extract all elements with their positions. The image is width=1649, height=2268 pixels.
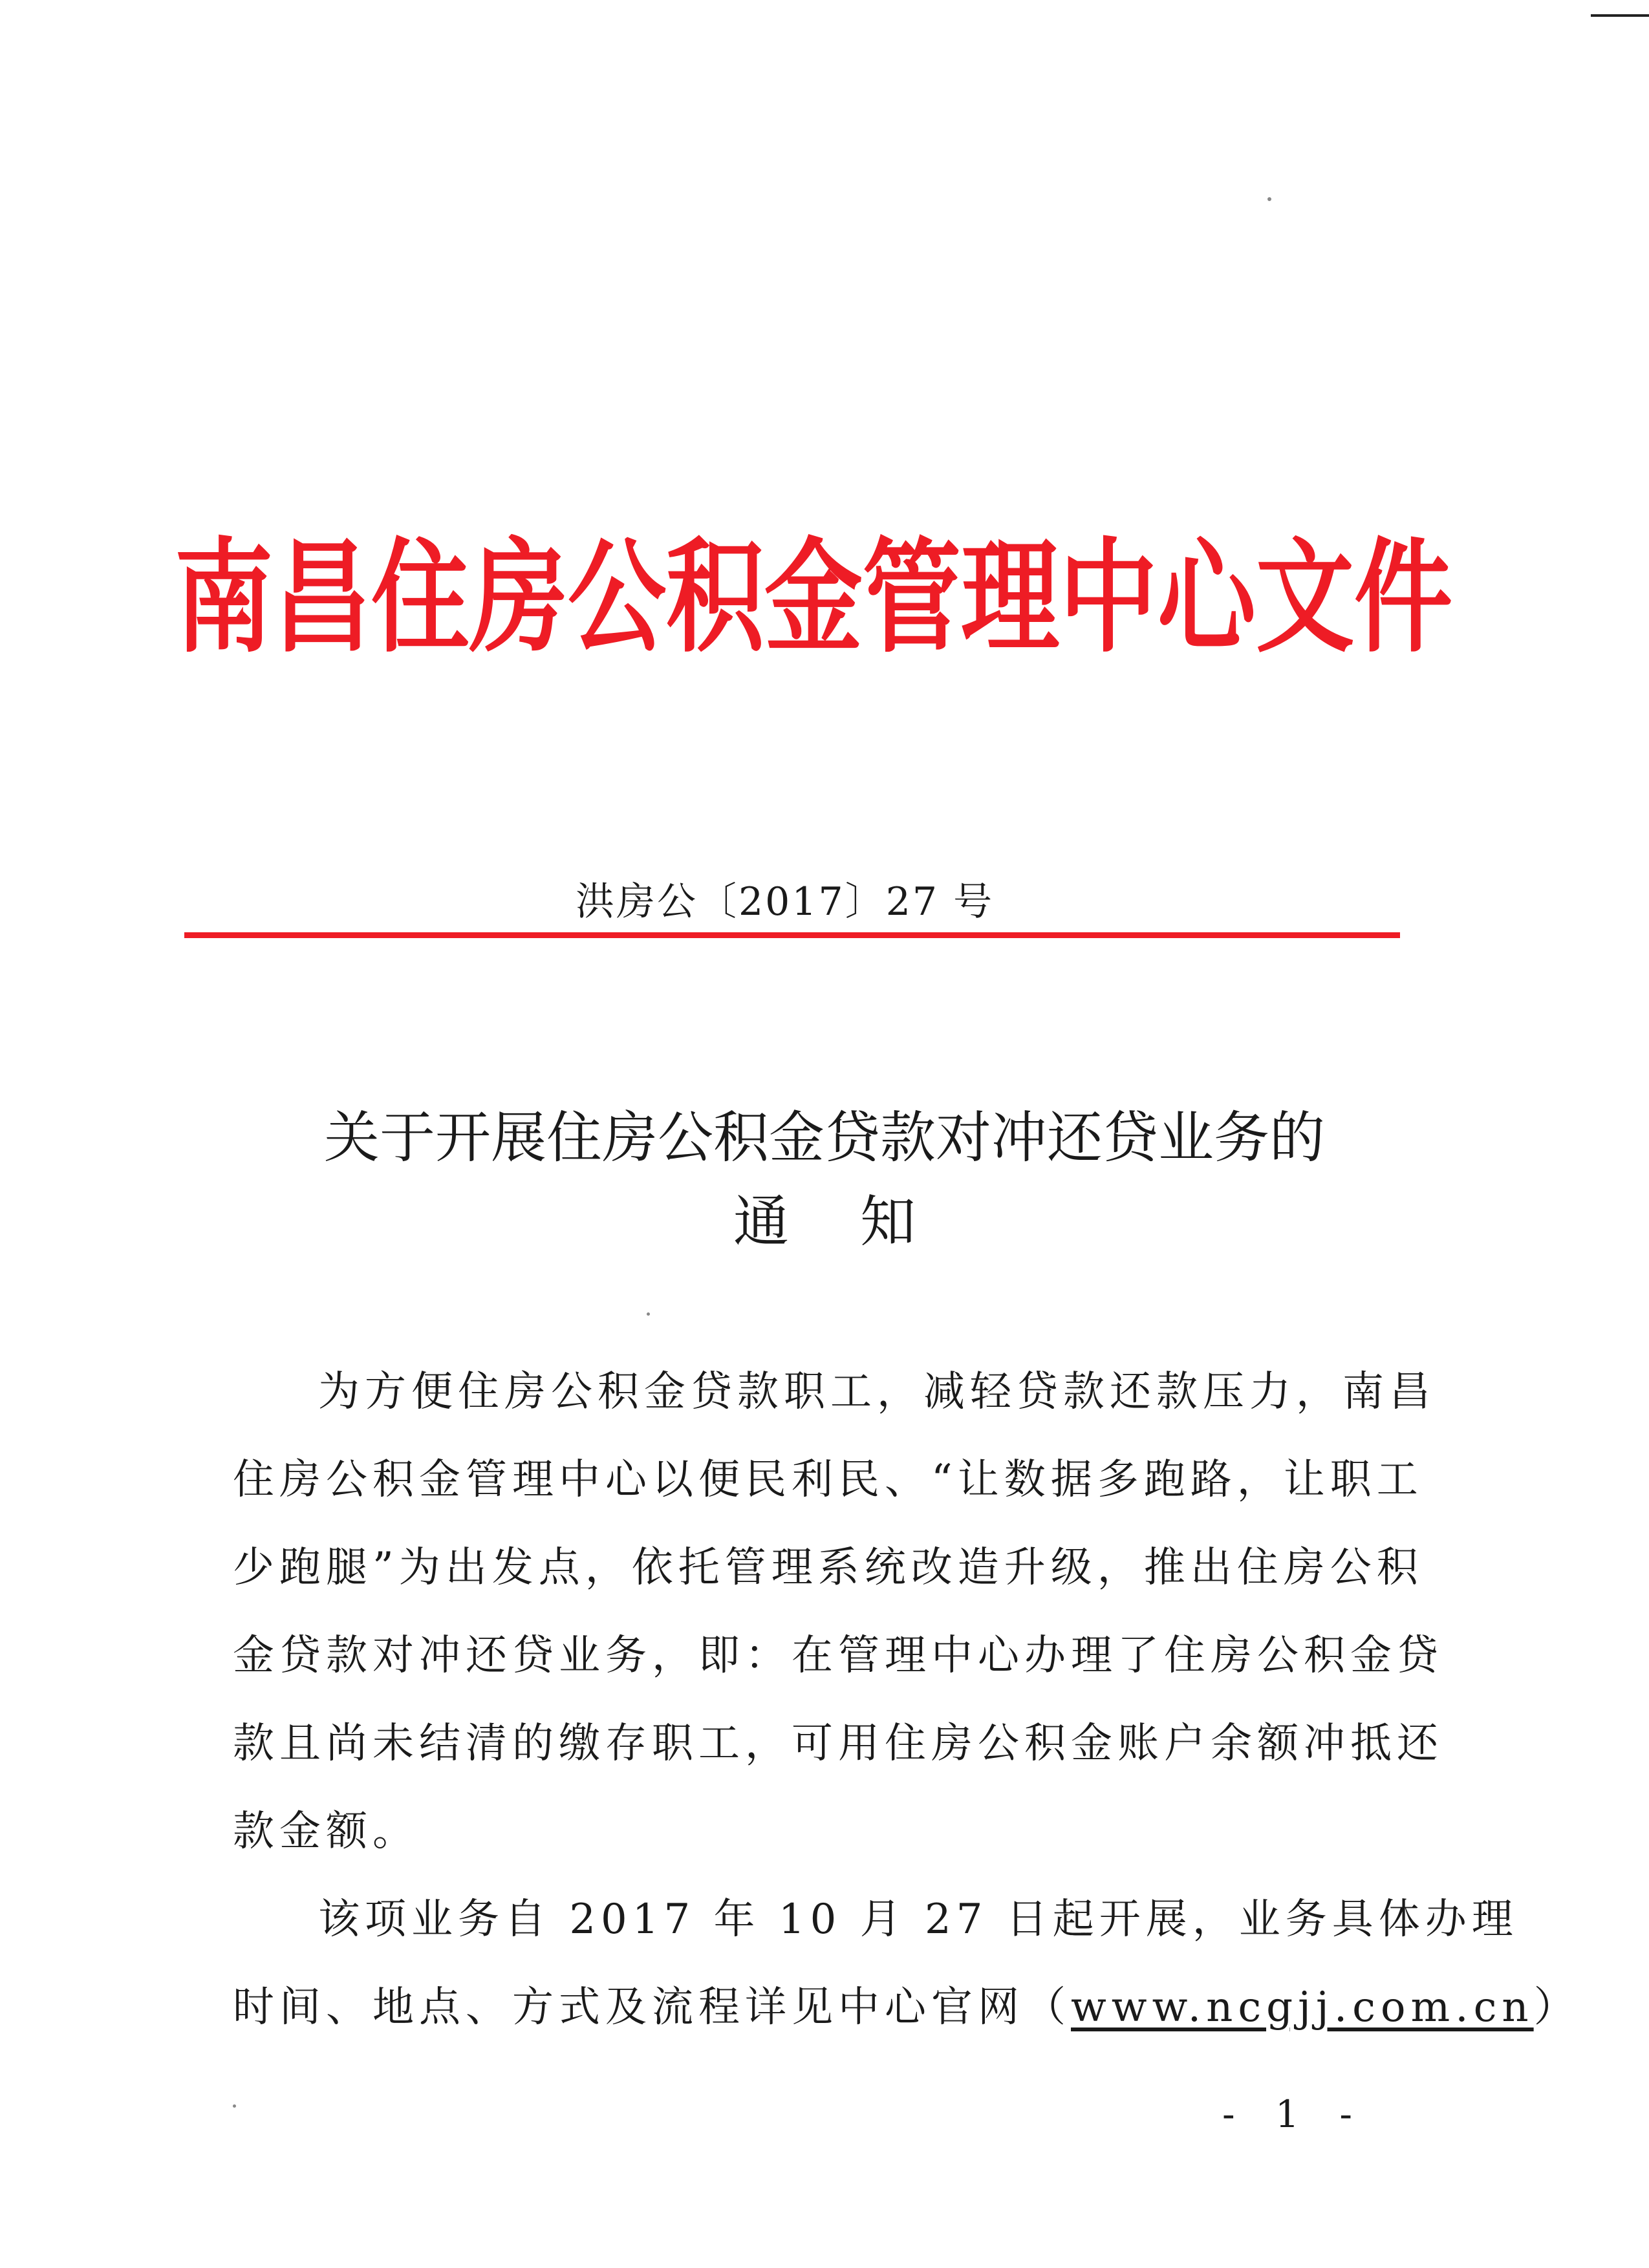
body-paragraph-1 [233, 1348, 1443, 1876]
body-paragraph-2 [233, 1876, 1580, 2051]
body-line-with-link [233, 1963, 1580, 2051]
body-line: 金贷款对冲还贷业务，即：在管理中心办理了住房公积金贷 [233, 1632, 1443, 1680]
scan-speck [233, 2104, 236, 2108]
page-number: - 1 - [1222, 2092, 1366, 2136]
body-line: 款且尚未结清的缴存职工，可用住房公积金账户余额冲抵还 [233, 1720, 1443, 1768]
body-line: 该项业务自 2017 年 10 月 27 日起开展，业务具体办理 [318, 1896, 1518, 1943]
body-text: ） [1533, 1984, 1580, 2031]
notice-title-line-1: 关于开展住房公积金贷款对冲还贷业务的 [324, 1106, 1325, 1170]
masthead-title: 南昌住房公积金管理中心文件 [175, 526, 1452, 669]
masthead-red-rule [184, 932, 1400, 938]
body-line: 款金额。 [233, 1808, 419, 1856]
body-line: 少跑腿”为出发点，依托管理系统改造升级，推出住房公积 [233, 1544, 1423, 1592]
document-number: 洪房公〔2017〕27 号 [576, 879, 995, 925]
body-line: 住房公积金管理中心以便民利民、“让数据多跑路，让职工 [233, 1456, 1423, 1504]
official-website-link[interactable]: www.ncgjj.com.cn [1071, 1984, 1534, 2031]
scan-speck [647, 1312, 650, 1316]
scan-corner-mark [1591, 14, 1649, 17]
notice-title-line-2: 通知 [733, 1190, 987, 1254]
body-text: 时间、地点、方式及流程详见中心官网（ [233, 1984, 1071, 2031]
scan-speck [1267, 197, 1271, 201]
body-line: 为方便住房公积金贷款职工，减轻贷款还款压力，南昌 [318, 1368, 1436, 1416]
